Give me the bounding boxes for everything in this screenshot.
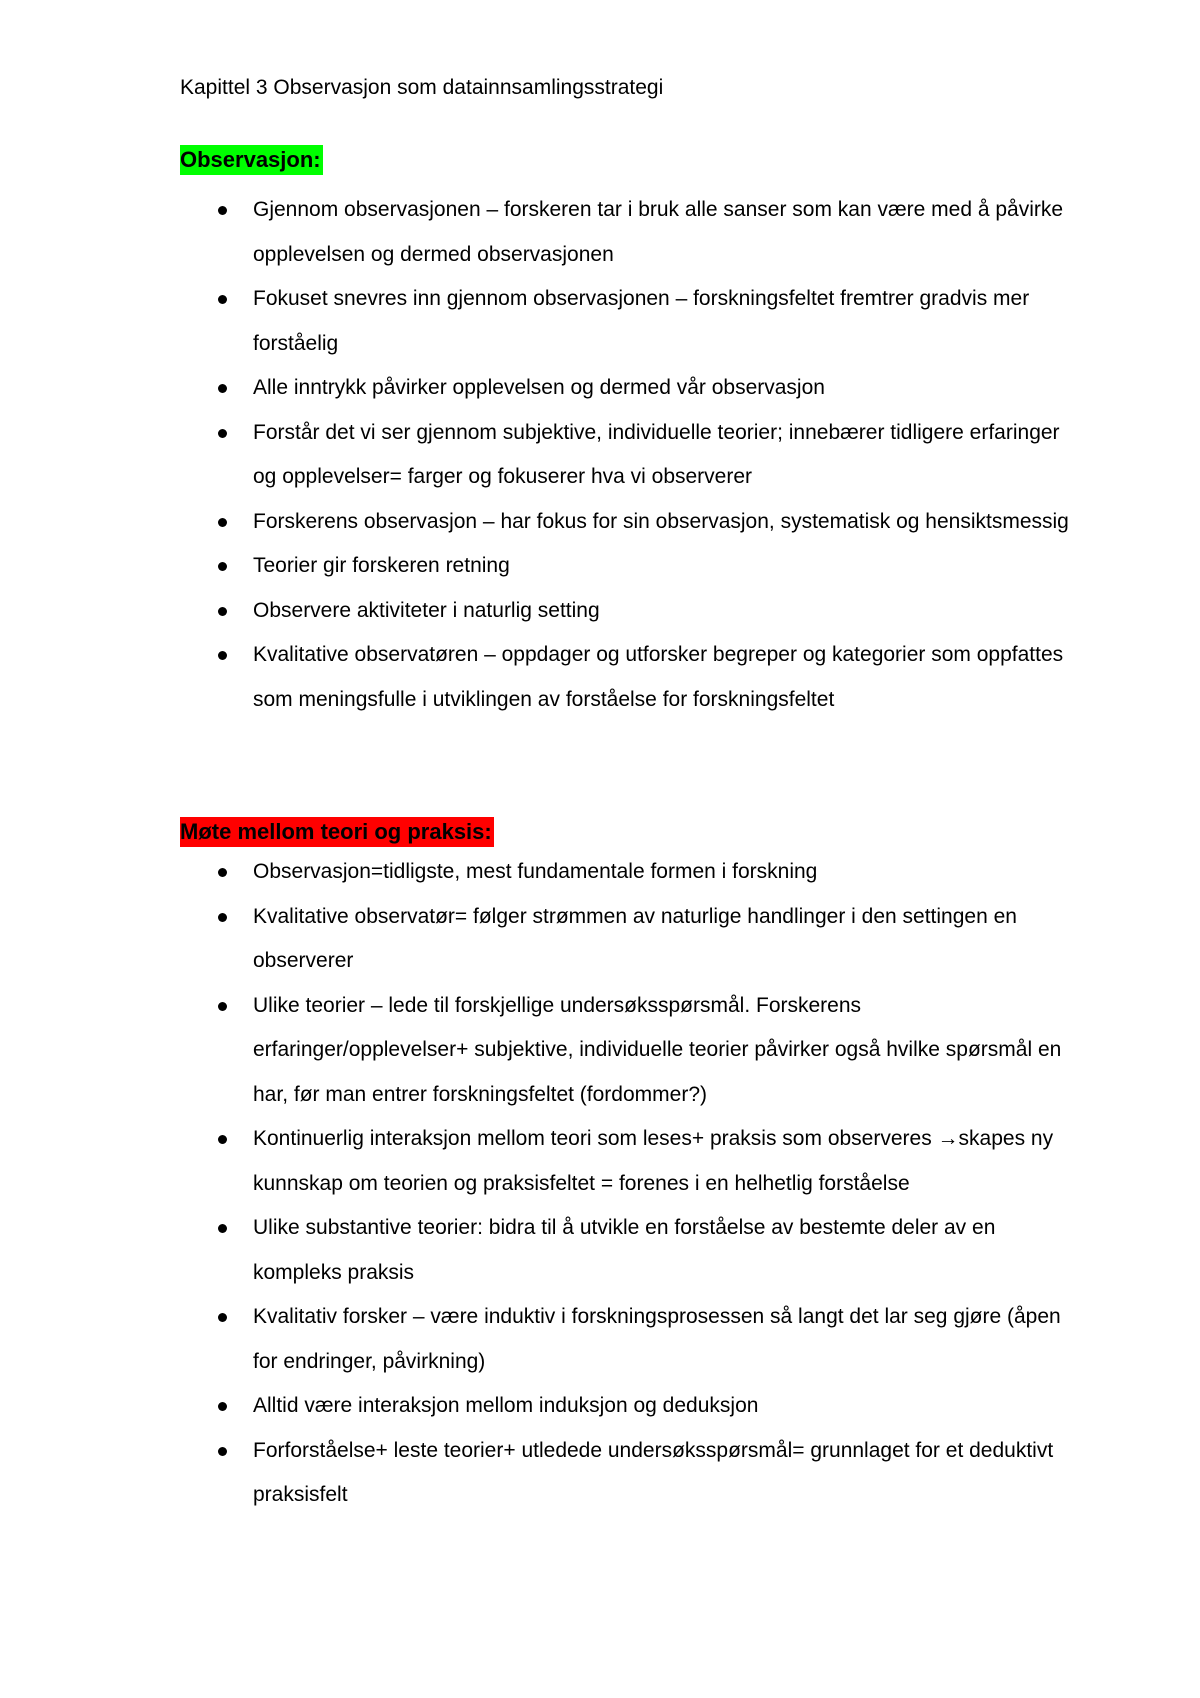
list-item-text: Gjennom observasjonen – forskeren tar i bruk alle sanser som kan være med å påvirke opplevelsen og dermed observasjonen bbox=[253, 198, 1064, 266]
bullet-icon bbox=[218, 206, 227, 215]
list-item bbox=[180, 500, 1080, 545]
list-item-text: Teorier gir forskeren retning bbox=[253, 554, 510, 577]
list-item bbox=[180, 188, 1080, 277]
bullet-icon bbox=[218, 868, 227, 877]
list-item bbox=[180, 544, 1080, 589]
list-item-text: Kontinuerlig interaksjon mellom teori som leses+ praksis som observeres →skapes ny kunnskap om teorien og praksisfeltet = forenes i en helhetlig forståelse bbox=[253, 1127, 1054, 1195]
document-title: Kapittel 3 Observasjon som datainnsamlingsstrategi bbox=[180, 76, 664, 99]
list-item-text: Forstår det vi ser gjennom subjektive, individuelle teorier; innebærer tidligere erfaringer og opplevelser= farger og fokuserer hva vi observerer bbox=[253, 420, 1060, 488]
bullet-icon bbox=[218, 1313, 227, 1322]
list-item-text: Observere aktiviteter i naturlig setting bbox=[253, 598, 600, 622]
list-item bbox=[180, 1206, 1080, 1295]
list-item bbox=[180, 633, 1080, 722]
list-item bbox=[180, 895, 1080, 984]
bullet-icon bbox=[218, 1224, 227, 1233]
list-item-text: Kvalitative observatøren – oppdager og utforsker begreper og kategorier som oppfattes som meningsfulle i utviklingen av forståelse for forskningsfeltet bbox=[253, 643, 1064, 711]
list-item-text: Forskerens observasjon – har fokus for sin observasjon, systematisk og hensiktsmessig bbox=[253, 509, 1069, 533]
list-item bbox=[180, 411, 1080, 500]
bullet-list-observasjon bbox=[180, 188, 1080, 722]
section-heading-observasjon: Observasjon: bbox=[180, 145, 323, 175]
bullet-icon bbox=[218, 1135, 227, 1144]
list-item-text: Alle inntrykk påvirker opplevelsen og dermed vår observasjon bbox=[253, 376, 825, 399]
section-observasjon bbox=[180, 145, 1080, 722]
list-item-text: Ulike teorier – lede til forskjellige undersøksspørsmål. Forskerens erfaringer/opplevelser+ subjektive, individuelle teorier påvirker også hvilke spørsmål en har, før man entrer forskningsfeltet (fordommer?) bbox=[253, 993, 1062, 1106]
bullet-icon bbox=[218, 1002, 227, 1011]
bullet-icon bbox=[218, 651, 227, 660]
bullet-icon bbox=[218, 1447, 227, 1456]
bullet-icon bbox=[218, 913, 227, 922]
list-item-text: Kvalitative observatør= følger strømmen av naturlige handlinger i den settingen en observerer bbox=[253, 904, 1017, 972]
list-item-text: Observasjon=tidligste, mest fundamentale formen i forskning bbox=[253, 860, 818, 883]
bullet-icon bbox=[218, 1402, 227, 1411]
bullet-icon bbox=[218, 562, 227, 571]
list-item bbox=[180, 277, 1080, 366]
bullet-icon bbox=[218, 518, 227, 527]
list-item bbox=[180, 589, 1080, 634]
bullet-list-mote-mellom-teori-og-praksis bbox=[180, 850, 1080, 1518]
list-item bbox=[180, 1429, 1080, 1518]
section-mote-mellom-teori-og-praksis bbox=[180, 817, 1080, 1518]
list-item bbox=[180, 366, 1080, 411]
list-item-text: Forforståelse+ leste teorier+ utledede undersøksspørsmål= grunnlaget for et deduktivt praksisfelt bbox=[253, 1438, 1054, 1506]
list-item bbox=[180, 1117, 1080, 1206]
bullet-icon bbox=[218, 429, 227, 438]
list-item bbox=[180, 1295, 1080, 1384]
list-item-text: Ulike substantive teorier: bidra til å utvikle en forståelse av bestemte deler av en kompleks praksis bbox=[253, 1216, 996, 1284]
list-item-text: Fokuset snevres inn gjennom observasjonen – forskningsfeltet fremtrer gradvis mer forståelig bbox=[253, 287, 1030, 355]
list-item-text: Alltid være interaksjon mellom induksjon og deduksjon bbox=[253, 1394, 759, 1417]
list-item bbox=[180, 850, 1080, 895]
list-item bbox=[180, 1384, 1080, 1429]
list-item-text: Kvalitativ forsker – være induktiv i forskningsprosessen så langt det lar seg gjøre (åpen for endringer, påvirkning) bbox=[253, 1305, 1061, 1373]
bullet-icon bbox=[218, 607, 227, 616]
bullet-icon bbox=[218, 384, 227, 393]
list-item bbox=[180, 984, 1080, 1118]
bullet-icon bbox=[218, 295, 227, 304]
section-heading-mote-mellom-teori-og-praksis: Møte mellom teori og praksis: bbox=[180, 817, 494, 847]
